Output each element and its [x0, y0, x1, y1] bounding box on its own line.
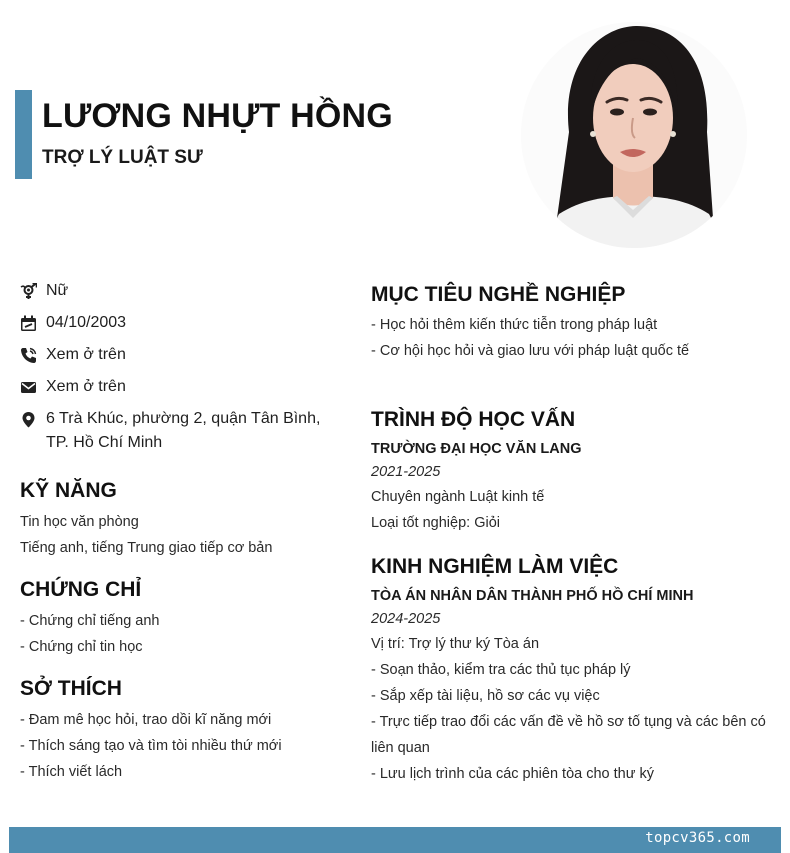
- job-title: TRỢ LÝ LUẬT SƯ: [42, 147, 203, 168]
- contact-email[interactable]: [20, 375, 350, 399]
- accent-bar: [15, 90, 32, 179]
- birthday-text: 04/10/2003: [46, 314, 127, 331]
- certificates-heading: CHỨNG CHỈ: [20, 578, 142, 601]
- hobby-item: - Thích sáng tạo và tìm tòi nhiều thứ mới: [20, 738, 282, 754]
- phone-icon: [20, 347, 37, 364]
- skill-item: Tiếng anh, tiếng Trung giao tiếp cơ bản: [20, 540, 273, 556]
- candidate-name: LƯƠNG NHỰT HỒNG: [42, 97, 393, 135]
- gender-text: Nữ: [46, 282, 69, 299]
- experience-period: 2024-2025: [371, 611, 441, 627]
- hobby-item: - Thích viết lách: [20, 764, 123, 780]
- education-heading: TRÌNH ĐỘ HỌC VẤN: [371, 408, 576, 431]
- gender-icon: [20, 283, 37, 300]
- profile-photo: [521, 22, 747, 248]
- mail-icon: [20, 379, 37, 396]
- experience-duty: - Soạn thảo, kiểm tra các thủ tục pháp lý: [371, 662, 631, 678]
- phone-text: Xem ở trên: [46, 346, 126, 363]
- calendar-icon: [20, 315, 37, 332]
- education-grade: Loại tốt nghiệp: Giỏi: [371, 515, 500, 531]
- experience-duty: - Sắp xếp tài liệu, hồ sơ các vụ việc: [371, 688, 600, 704]
- experience-duty: - Lưu lịch trình của các phiên tòa cho thư ký: [371, 766, 654, 782]
- education-school: TRƯỜNG ĐẠI HỌC VĂN LANG: [371, 441, 582, 457]
- contact-phone[interactable]: [20, 343, 350, 367]
- footer-bar: [9, 827, 781, 853]
- location-icon: [20, 411, 37, 428]
- objective-item: - Cơ hội học hỏi và giao lưu với pháp luật quốc tế: [371, 343, 690, 359]
- hobby-item: - Đam mê học hỏi, trao dồi kĩ năng mới: [20, 712, 272, 728]
- address-text: 6 Trà Khúc, phường 2, quận Tân Bình, TP. Hồ Chí Minh: [46, 410, 321, 451]
- email-text: Xem ở trên: [46, 378, 126, 395]
- education-major: Chuyên ngành Luật kinh tế: [371, 489, 545, 505]
- certificate-item: - Chứng chỉ tin học: [20, 639, 143, 655]
- skills-heading: KỸ NĂNG: [20, 479, 117, 502]
- objective-item: - Học hỏi thêm kiến thức tiễn trong pháp luật: [371, 317, 658, 333]
- contact-address: [20, 407, 350, 455]
- contact-birthday: [20, 311, 350, 335]
- footer-watermark: topcv365.com: [645, 830, 750, 846]
- experience-duty: liên quan: [371, 740, 430, 756]
- experience-company: TÒA ÁN NHÂN DÂN THÀNH PHỐ HỒ CHÍ MINH: [371, 588, 694, 604]
- hobbies-heading: SỞ THÍCH: [20, 677, 122, 700]
- objective-heading: MỤC TIÊU NGHỀ NGHIỆP: [371, 283, 626, 306]
- experience-heading: KINH NGHIỆM LÀM VIỆC: [371, 555, 619, 578]
- experience-duty: - Trực tiếp trao đổi các vấn đề về hồ sơ tố tụng và các bên có: [371, 714, 766, 730]
- certificate-item: - Chứng chỉ tiếng anh: [20, 613, 160, 629]
- education-period: 2021-2025: [371, 464, 441, 480]
- contact-gender: [20, 279, 350, 303]
- experience-position: Vị trí: Trợ lý thư ký Tòa án: [371, 636, 540, 652]
- skill-item: Tin học văn phòng: [20, 514, 139, 530]
